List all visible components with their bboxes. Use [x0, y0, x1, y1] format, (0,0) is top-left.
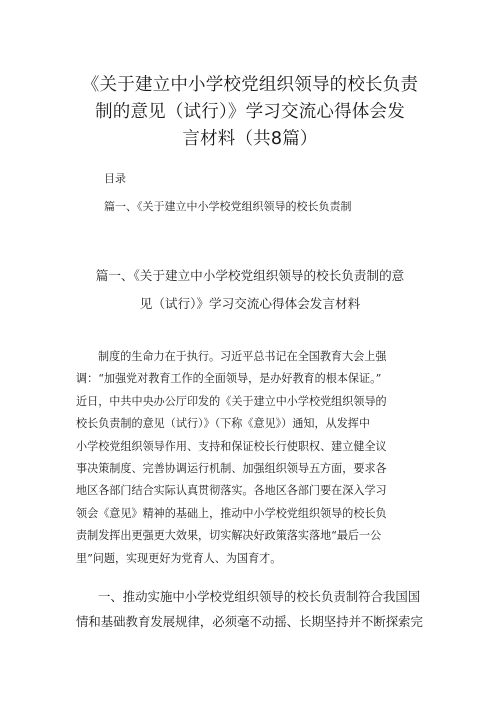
bold-paragraph-line-1: 一、推动实施中小学校党组织领导的校长负责制符合我国国	[98, 589, 421, 604]
paragraph-line-1: 制度的生命力在于执行。习近平总书记在全国教育大会上强	[98, 350, 387, 363]
bold-paragraph	[76, 584, 434, 634]
section-title	[70, 262, 430, 318]
paragraph-line-9: 责制发挥出更强更大效果，切实解决好政策落实落地“最后一公	[76, 529, 382, 543]
document-title	[60, 72, 440, 153]
section-title-line-2: 见（试行）》学习交流心得体会发言材料	[139, 296, 361, 311]
paragraph-line-6: 事决策制度、完善协调运行机制、加强组织领导五方面，要求各	[76, 462, 387, 476]
bold-paragraph-line-2: 情和基础教育发展规律，必须毫不动摇、长期坚持并不断探索完	[76, 614, 423, 629]
paragraph-line-5: 小学校党组织领导作用、支持和保证校长行使职权、建立健全议	[76, 439, 387, 453]
paragraph-line-7: 地区各部门结合实际认真贯彻落实。各地区各部门要在深入学习	[76, 484, 387, 498]
document-title-line-2: 制的意见（试行）》学习交流心得体会发	[95, 102, 405, 122]
document-title-line-1: 《关于建立中小学校党组织领导的校长负责	[81, 75, 419, 95]
document-title-line-3: 言材料（共8篇）	[182, 129, 318, 149]
paragraph-line-2: 调：“加强党对教育工作的全面领导，是办好教育的根本保证。”	[76, 372, 382, 386]
paragraph-line-4: 校长负责制的意见（试行）》（下称《意见》）通知，从发挥中	[76, 417, 370, 431]
paragraph-line-3: 近日，中共中央办公厅印发的《关于建立中小学校党组织领导的	[76, 394, 387, 408]
paragraph-line-8: 领会《意见》精神的基础上，推动中小学校党组织领导的校长负	[76, 506, 387, 520]
body-paragraph	[76, 346, 430, 570]
toc-item-1[interactable]: 篇一、《关于建立中小学校党组织领导的校长负责制	[104, 200, 352, 213]
toc-heading: 目录	[104, 172, 126, 185]
section-title-line-1: 篇一、《关于建立中小学校党组织领导的校长负责制的意	[95, 268, 405, 283]
paragraph-line-10: 里”问题，实现更好为党育人、为国育才。	[76, 551, 282, 565]
